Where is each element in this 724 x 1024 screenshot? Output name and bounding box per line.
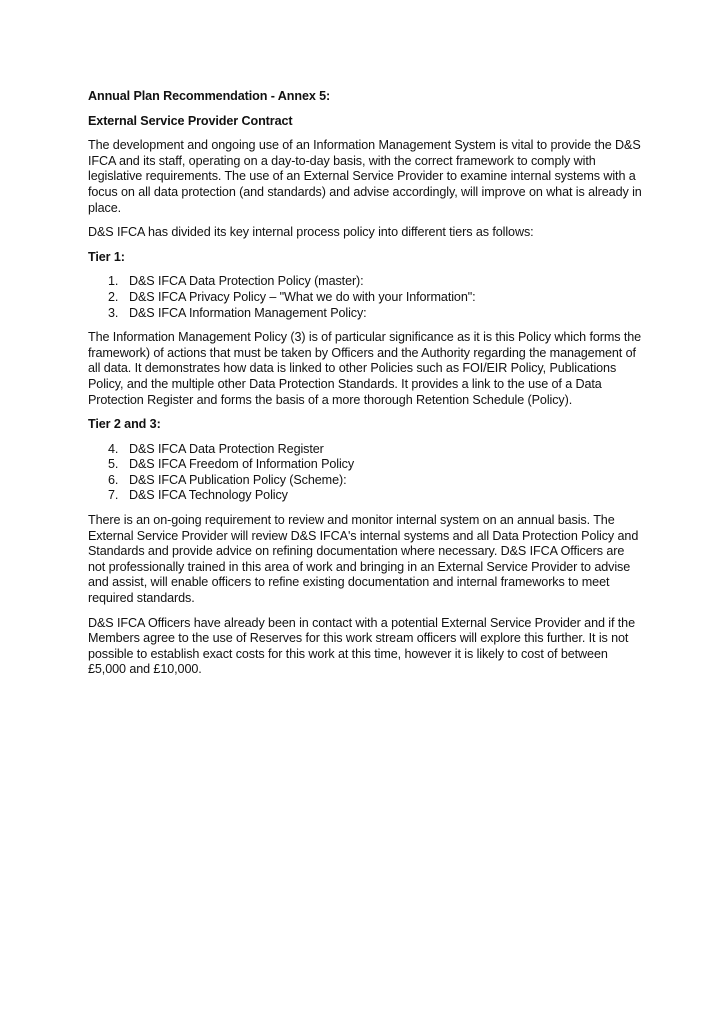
list-item	[88, 488, 644, 504]
list-item-number: 2.	[108, 289, 119, 304]
tier23-heading: Tier 2 and 3:	[88, 417, 161, 432]
document-subtitle: External Service Provider Contract	[88, 113, 293, 128]
tiers-intro-paragraph: D&S IFCA has divided its key internal process policy into different tiers as follows:	[88, 225, 534, 240]
tier1-list	[88, 274, 644, 321]
list-item	[88, 290, 644, 306]
contact-paragraph: D&S IFCA Officers have already been in contact with a potential External Service Provider and if the Members agree to the use of Reserves for this work stream officers will explore this further. It is not possible to establish exact costs for this work at this time, however it is likely to cost of between £5,000 and £10,000.	[88, 615, 635, 677]
list-item-text: D&S IFCA Technology Policy	[129, 488, 288, 503]
list-item-text: D&S IFCA Data Protection Register	[129, 441, 324, 456]
list-item	[88, 457, 644, 473]
list-item-text: D&S IFCA Information Management Policy:	[129, 305, 367, 320]
list-item-text: D&S IFCA Privacy Policy – "What we do with your Information":	[129, 289, 476, 304]
tier1-heading: Tier 1:	[88, 249, 125, 264]
document-title: Annual Plan Recommendation - Annex 5:	[88, 89, 331, 103]
list-item	[88, 274, 644, 290]
list-item-number: 7.	[108, 488, 119, 503]
tier1-note-paragraph: The Information Management Policy (3) is of particular significance as it is this Policy which forms the framework) of actions that must be taken by Officers and the Authority regarding the management of all data. It demonstrates how data is linked to other Policies such as FOI/EIR Policy, Publications Policy, and the multiple other Data Protection Standards. It provides a link to the use of a Data Protection Register and forms the basis of a more thorough Retention Schedule (Policy).	[88, 330, 642, 407]
list-item-number: 1.	[108, 274, 119, 289]
list-item-number: 5.	[108, 457, 119, 472]
list-item-number: 6.	[108, 472, 119, 487]
list-item-number: 3.	[108, 305, 119, 320]
list-item	[88, 473, 644, 489]
list-item	[88, 442, 644, 458]
document-body	[88, 89, 644, 687]
tier23-list	[88, 442, 644, 504]
list-item-text: D&S IFCA Publication Policy (Scheme):	[129, 472, 347, 487]
list-item-number: 4.	[108, 441, 119, 456]
list-item-text: D&S IFCA Data Protection Policy (master):	[129, 274, 364, 289]
review-paragraph: There is an on-going requirement to review and monitor internal system on an annual basis. The External Service Provider will review D&S IFCA's internal systems and all Data Protection Policy and Standards and provide advice on refining documentation where necessary. D&S IFCA Officers are not professionally trained in this area of work and bringing in an External Service Provider to advise and assist, will enable officers to refine existing documentation and internal frameworks to meet required standards.	[88, 513, 639, 606]
list-item	[88, 306, 644, 322]
intro-paragraph: The development and ongoing use of an Information Management System is vital to provide the D&S IFCA and its staff, operating on a day-to-day basis, with the correct framework to comply with legislative requirements. The use of an External Service Provider to examine internal systems with a focus on all data protection (and standards) and advise accordingly, will improve on what is already in place.	[88, 138, 642, 215]
list-item-text: D&S IFCA Freedom of Information Policy	[129, 457, 355, 472]
